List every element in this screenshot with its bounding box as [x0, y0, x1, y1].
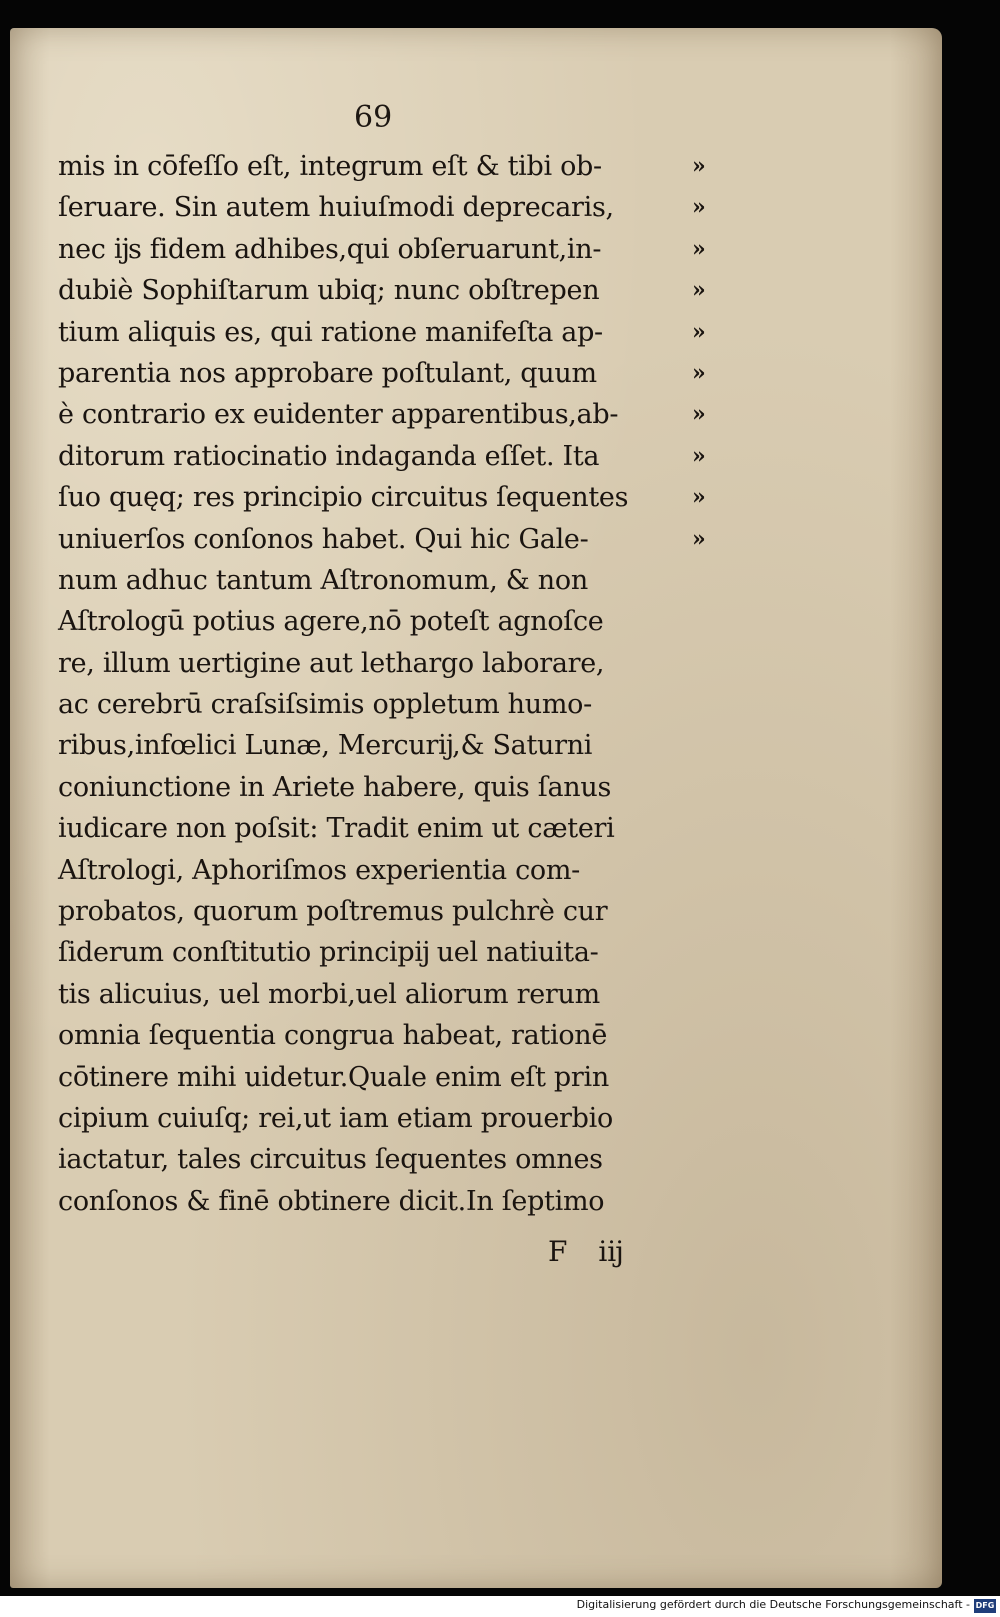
text-line: Aſtrologū potius agere,nō poteſt agnoſce — [58, 606, 604, 638]
quote-mark: » — [692, 525, 706, 552]
text-line: iudicare non poſsit: Tradit enim ut cæteri — [58, 813, 615, 845]
text-line: cōtinere mihi uidetur.Quale enim eſt prin — [58, 1061, 609, 1093]
text-line: probatos, quorum poſtremus pulchrè cur — [58, 896, 608, 928]
text-line: tium aliquis es, qui ratione manifeſta ap- — [58, 316, 603, 348]
page-number: 69 — [354, 100, 393, 135]
text-line: ditorum ratiocinatio indaganda eſſet. Ita — [58, 440, 600, 472]
dfg-logo: DFG — [974, 1599, 996, 1613]
quote-mark: » — [692, 194, 706, 221]
book-page — [10, 28, 942, 1588]
signature-mark: F iĳ — [548, 1235, 623, 1268]
text-line: re, illum uertigine aut lethargo laborare, — [58, 647, 605, 679]
text-line: mis in cōfeſſo eſt, integrum eſt & tibi ob- — [58, 151, 602, 182]
text-line: ſiderum conſtitutio principĳ uel natiuita- — [58, 937, 599, 969]
text-line: Aſtrologi, Aphoriſmos experientia com- — [58, 854, 580, 886]
text-line: parentia nos approbare poſtulant, quum — [58, 357, 597, 389]
text-line: è contrario ex euidenter apparentibus,ab- — [58, 399, 619, 431]
text-line: tis alicuius, uel morbi,uel aliorum rerum — [58, 978, 600, 1010]
quote-mark: » — [692, 401, 706, 428]
quote-mark: » — [692, 442, 706, 469]
quote-mark: » — [692, 153, 706, 179]
text-line: coniunctione in Ariete habere, quis ſanus — [58, 771, 611, 803]
text-line: ac cerebrū craſsiſsimis oppletum humo- — [58, 689, 592, 721]
quote-mark: » — [692, 235, 706, 262]
quote-mark: » — [692, 277, 706, 304]
text-line: ſeruare. Sin autem huiuſmodi deprecaris, — [58, 192, 614, 224]
text-line: iactatur, tales circuitus ſequentes omnes — [58, 1144, 603, 1176]
text-line: num adhuc tantum Aſtronomum, & non — [58, 564, 588, 596]
text-line: nec ĳs fidem adhibes,qui obſeruarunt,in- — [58, 233, 602, 265]
text-line: uniuerſos conſonos habet. Qui hic Gale- — [58, 523, 589, 555]
text-line: cipium cuiuſq; rei,ut iam etiam prouerbio — [58, 1102, 613, 1134]
body-text — [58, 146, 698, 1222]
text-line: omnia ſequentia congrua habeat, rationē — [58, 1020, 608, 1052]
margin-quote-marks — [692, 146, 732, 560]
quote-mark: » — [692, 359, 706, 386]
digitization-footer — [0, 1596, 1000, 1617]
text-line: dubiè Sophiſtarum ubiq; nunc obſtrepen — [58, 275, 600, 307]
text-line: conſonos & finē obtinere dicit.In ſeptimo — [58, 1185, 605, 1217]
funding-credit: Digitalisierung gefördert durch die Deutsche Forschungsgemeinschaft - — [576, 1598, 970, 1611]
text-line: ribus,infœlici Lunæ, Mercurĳ,& Saturni — [58, 730, 593, 762]
quote-mark: » — [692, 318, 706, 345]
quote-mark: » — [692, 484, 706, 511]
text-line: ſuo quęq; res principio circuitus ſequentes — [58, 482, 629, 514]
